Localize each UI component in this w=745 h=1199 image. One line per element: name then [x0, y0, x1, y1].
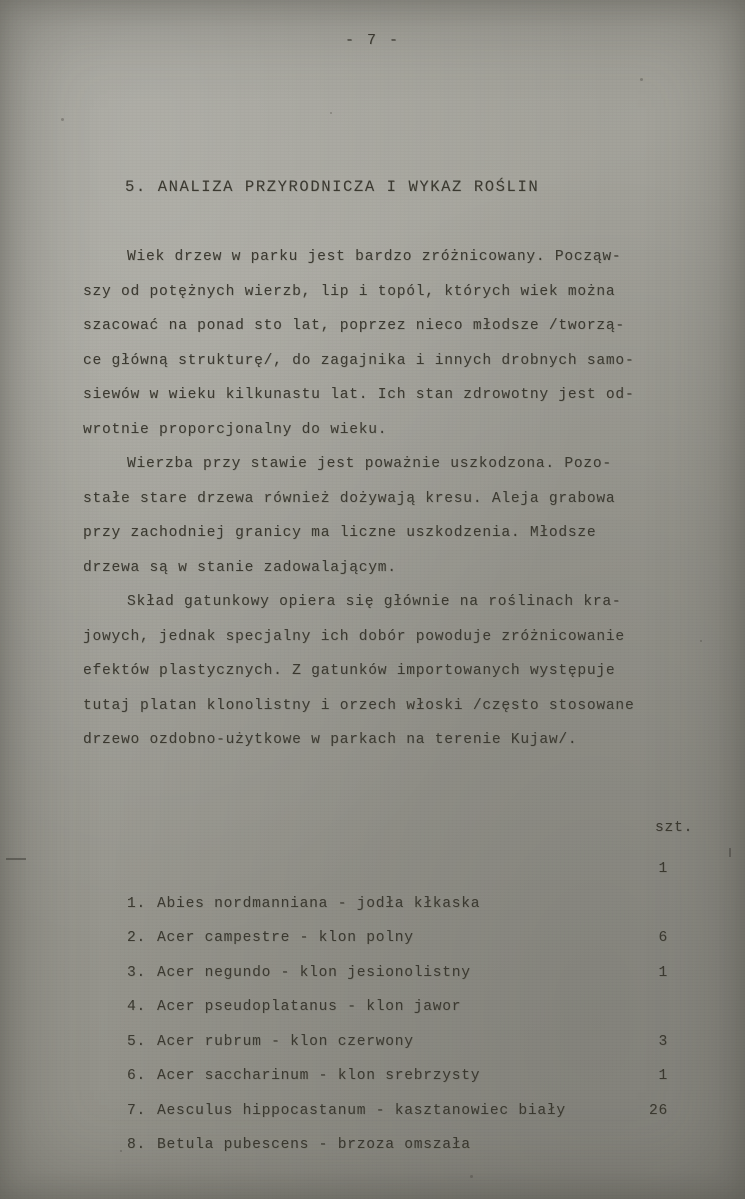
text-line: wrotnie proporcjonalny do wieku. [83, 421, 388, 438]
text-line: stałe stare drzewa również dożywają kresu. Aleja grabowa [83, 490, 616, 507]
list-item-number: 6. [127, 1068, 147, 1084]
text-line: szacować na ponad sto lat, poprzez nieco młodsze /tworzą- [83, 318, 625, 334]
text-line: drzewa są w stanie zadowalającym. [83, 559, 397, 576]
list-item-number: 4. [127, 999, 147, 1015]
list-item [70, 921, 690, 981]
list-item [70, 990, 690, 1050]
list-item-number: 3. [127, 964, 147, 981]
paper-speck [470, 1175, 473, 1178]
unit-column-header: szt. [655, 820, 694, 836]
paper-speck [330, 112, 332, 114]
list-item-label: Betula pubescens - brzoza omszała [157, 1137, 471, 1153]
margin-tick-mark [729, 848, 731, 857]
text-line: siewów w wieku kilkunastu lat. Ich stan zdrowotny jest od- [83, 387, 635, 403]
list-item-count: 1 [658, 1068, 668, 1084]
list-item [70, 1094, 690, 1153]
list-item-label: Acer pseudoplatanus - klon jawor [157, 999, 462, 1015]
list-item-number: 1. [127, 895, 147, 912]
section-title: 5. ANALIZA PRZYRODNICZA I WYKAZ ROŚLIN [125, 178, 540, 196]
list-item-label: Acer rubrum - klon czerwony [157, 1033, 414, 1050]
list-item-count: 1 [658, 964, 668, 981]
list-item-number: 5. [127, 1033, 147, 1050]
list-item-number: 7. [127, 1102, 147, 1119]
plant-species-list [70, 852, 690, 1153]
text-line: ce główną strukturę/, do zagajnika i innych drobnych samo- [83, 352, 635, 369]
list-item-label: Aesculus hippocastanum - kasztanowiec biały [157, 1102, 566, 1119]
list-item-number: 2. [127, 930, 147, 946]
list-item-count: 3 [658, 1033, 668, 1050]
page-number: - 7 - [344, 32, 400, 49]
list-item [70, 887, 690, 946]
paper-speck [61, 118, 64, 121]
paper-speck [640, 78, 643, 81]
text-line: drzewo ozdobno-użytkowe w parkach na terenie Kujaw/. [83, 732, 578, 748]
list-item-count: 6 [658, 930, 668, 946]
list-item-label: Acer negundo - klon jesionolistny [157, 964, 471, 981]
body-text [83, 240, 683, 758]
text-line: tutaj platan klonolistny i orzech włoski /często stosowane [83, 697, 635, 714]
text-line: Wiek drzew w parku jest bardzo zróżnicowany. Począw- [127, 249, 622, 265]
text-line: Skład gatunkowy opiera się głównie na roślinach kra- [127, 594, 622, 610]
list-item-count: 1 [658, 861, 668, 877]
text-line: jowych, jednak specjalny ich dobór powoduje zróżnicowanie [83, 628, 625, 645]
list-item-label: Abies nordmanniana - jodła kłkaska [157, 895, 481, 912]
list-item-label: Acer saccharinum - klon srebrzysty [157, 1068, 481, 1084]
list-item [70, 956, 690, 1015]
list-item-label: Acer campestre - klon polny [157, 930, 414, 946]
list-item-count: 26 [648, 1102, 668, 1119]
text-line: efektów plastycznych. Z gatunków importowanych występuje [83, 663, 616, 679]
text-line: szy od potężnych wierzb, lip i topól, których wiek można [83, 283, 616, 300]
list-item [70, 1025, 690, 1084]
list-item [70, 852, 690, 912]
text-line: przy zachodniej granicy ma liczne uszkodzenia. Młodsze [83, 525, 597, 541]
paragraph [83, 585, 683, 758]
list-item-number: 8. [127, 1137, 147, 1153]
paper-speck [700, 640, 702, 642]
paragraph [83, 240, 683, 447]
margin-dash-mark [6, 858, 26, 860]
text-line: Wierzba przy stawie jest poważnie uszkodzona. Pozo- [127, 456, 612, 472]
paper-speck [120, 1150, 122, 1152]
paragraph [83, 447, 683, 585]
